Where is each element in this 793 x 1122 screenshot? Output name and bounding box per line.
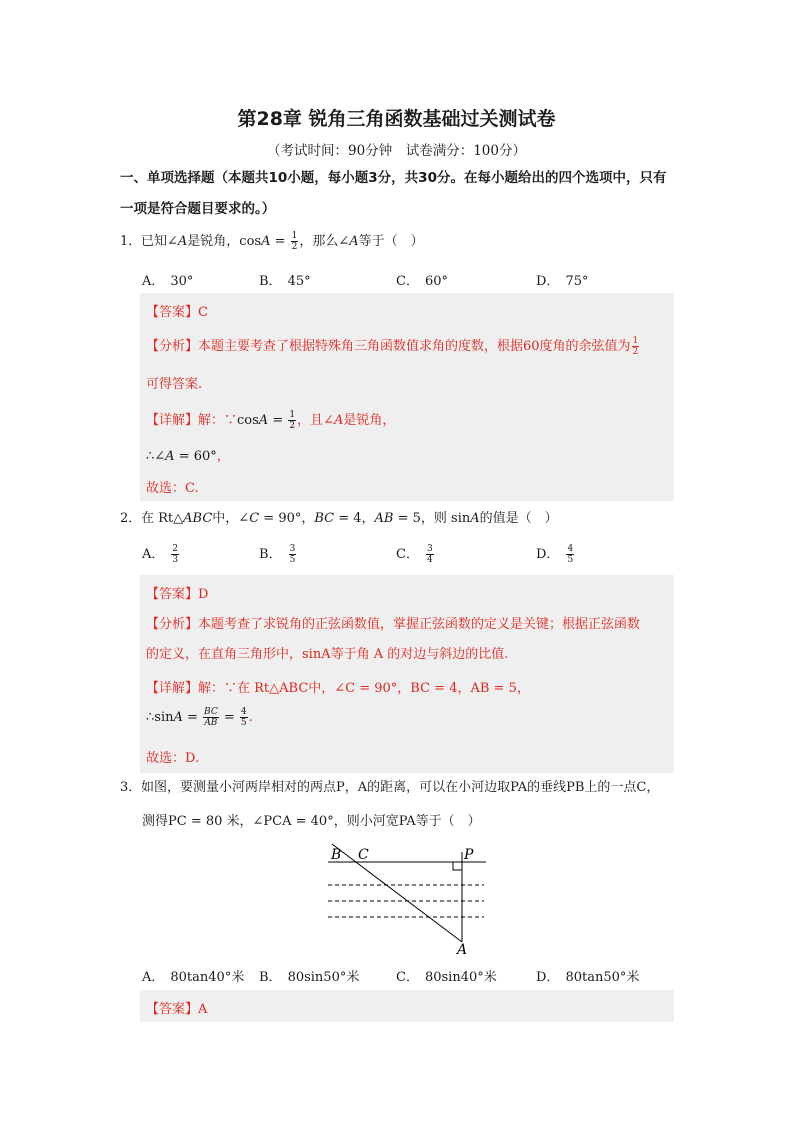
page-title: 第28章 锐角三角函数基础过关测试卷 — [237, 108, 556, 130]
option-c[interactable]: C． 60° — [396, 274, 448, 289]
label-b: B — [331, 847, 342, 863]
question-number: 1． — [120, 234, 142, 249]
question-3-options — [142, 966, 682, 986]
question-2-options — [142, 543, 682, 563]
option-d[interactable]: D． $\frac{4}{5}$ — [536, 544, 574, 565]
option-a[interactable]: A． 80tan40°米 — [142, 970, 245, 985]
therefore: ∴∠A = 60°， — [146, 449, 230, 464]
question-1-stem: 1．已知∠A是锐角，cosA = $\frac{1}{2}$ ，那么∠A等于（ ） — [120, 228, 680, 256]
question-3-stem-cont: 测得PC = 80 米，∠PCA = 40°，则小河宽PA等于（ ） — [142, 814, 481, 829]
question-2-stem: 2．在 Rt△ABC中，∠C = 90°，BC = 4，AB = 5，则 sinA的值是（ ） — [120, 511, 558, 526]
option-c[interactable]: C． $\frac{3}{4}$ — [396, 544, 433, 565]
option-c[interactable]: C． 80sin40°米 — [396, 970, 497, 985]
detail: 【详解】解：∵在 Rt△ABC中，∠C = 90°，BC = 4，AB = 5， — [146, 681, 530, 696]
fraction: $\frac{1}{2}$ — [291, 231, 298, 252]
right-angle-mark — [453, 862, 462, 870]
question-3-stem: 3．如图，要测量小河两岸相对的两点P，A的距离，可以在小河边取PA的垂线PB上的一点C， — [120, 780, 660, 795]
river-figure — [322, 838, 492, 958]
line-ca — [332, 844, 462, 942]
analysis: 【分析】本题考查了求锐角的正弦函数值，掌握正弦函数的定义是关键；根据正弦函数 — [146, 617, 641, 632]
question-2-solution — [140, 575, 674, 773]
option-b[interactable]: B． $\frac{3}{5}$ — [259, 544, 296, 565]
choice: 故选：D. — [146, 751, 200, 766]
exam-info: （考试时间：90分钟 试卷满分：100分） — [267, 143, 526, 159]
analysis-cont: 的定义，在直角三角形中，sinA等于角 A 的对边与斜边的比值. — [146, 647, 509, 662]
section-line-1: 一、单项选择题（本题共10小题，每小题3分，共30分。在每小题给出的四个选项中，只有 — [120, 170, 667, 186]
option-b[interactable]: B． 45° — [259, 274, 311, 289]
detail: 【详解】解：∵cosA = $\frac{1}{2}$ ，且∠A是锐角， — [146, 410, 396, 431]
option-a[interactable]: A． $\frac{2}{3}$ — [142, 544, 179, 565]
question-1-options — [142, 270, 682, 290]
section-heading — [120, 163, 680, 225]
option-b[interactable]: B． 80sin50°米 — [259, 970, 360, 985]
section-line-2: 一项是符合题目要求的。） — [120, 201, 276, 217]
analysis-cont: 可得答案. — [146, 377, 203, 392]
option-d[interactable]: D． 80tan50°米 — [536, 970, 640, 985]
option-a[interactable]: A． 30° — [142, 274, 194, 289]
answer: 【答案】A — [146, 1002, 208, 1017]
label-a: A — [457, 942, 468, 958]
question-1-solution — [140, 293, 674, 501]
label-c: C — [358, 847, 369, 863]
answer: 【答案】C — [146, 305, 208, 320]
choice: 故选：C. — [146, 481, 199, 496]
question-3-solution — [140, 990, 674, 1022]
analysis: 【分析】本题主要考查了根据特殊角三角函数值求角的度数，根据60度角的余弦值为 $\frac{1}{2}$ — [146, 336, 639, 357]
therefore: ∴sinA = $\frac{BC}{AB}$ = $\frac{4}{5}$ . — [146, 707, 253, 728]
label-p: P — [464, 847, 474, 863]
answer: 【答案】D — [146, 587, 209, 602]
option-d[interactable]: D． 75° — [536, 274, 589, 289]
